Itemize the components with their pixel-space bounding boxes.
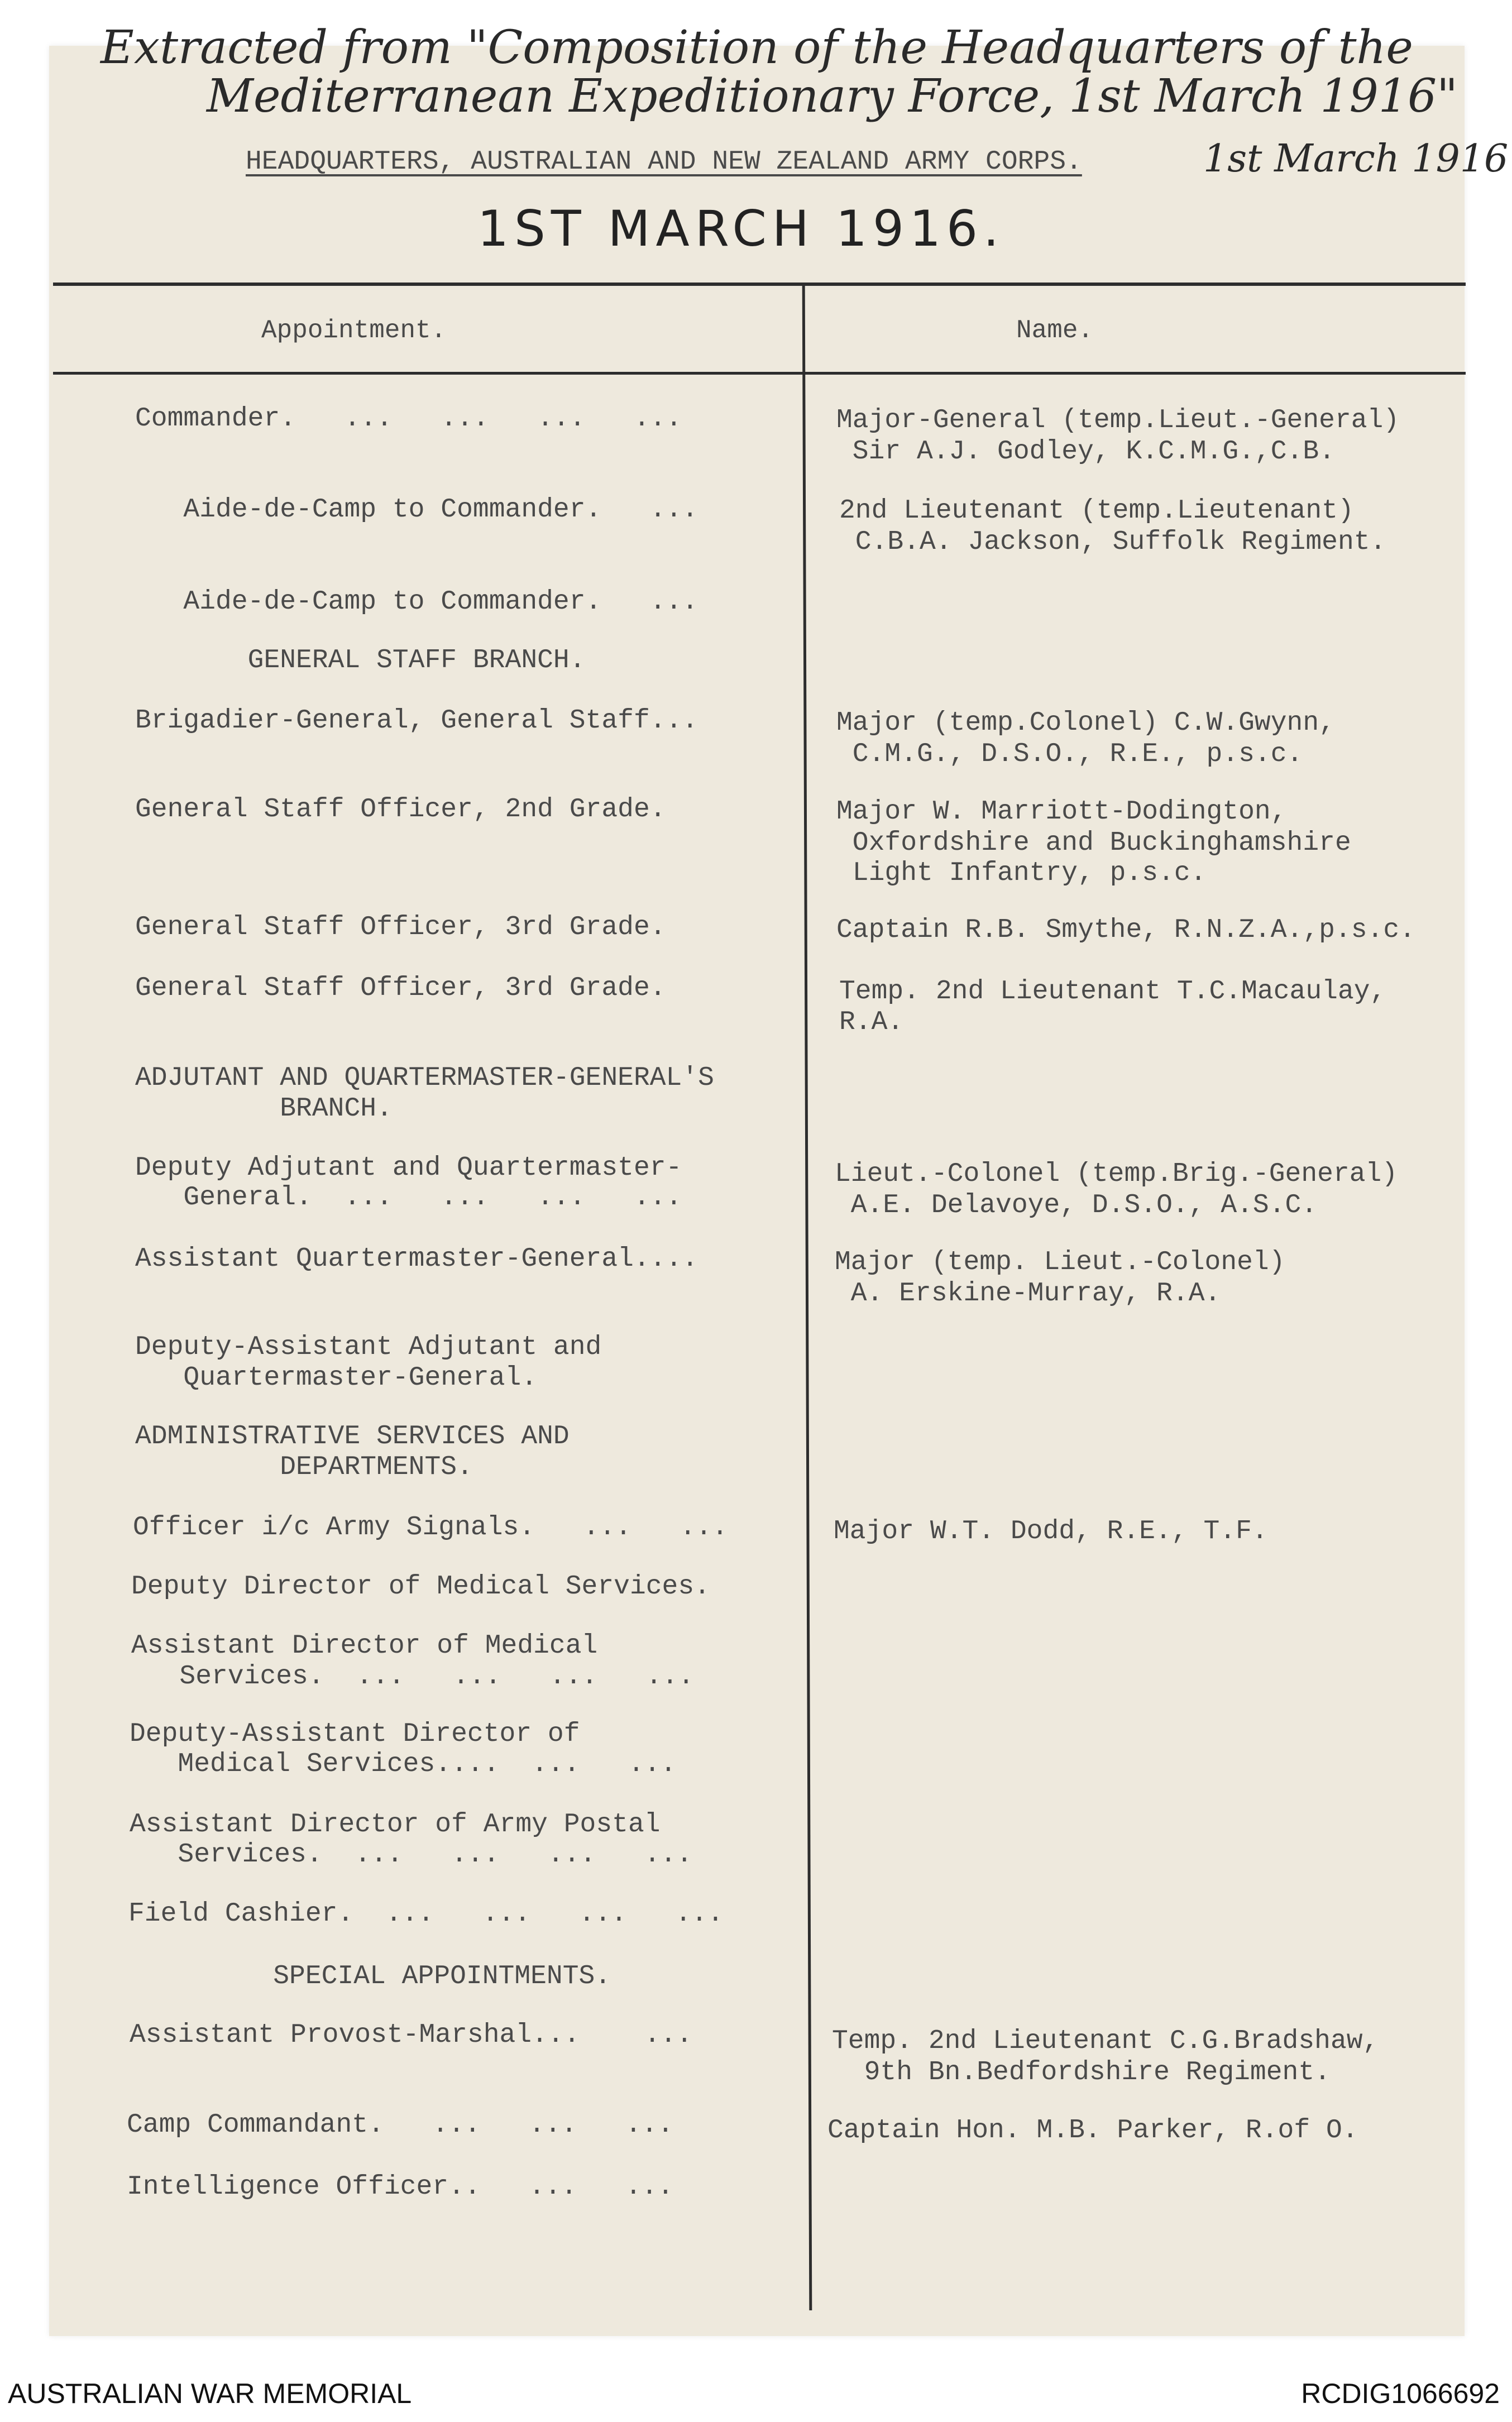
appointment-provost-marshal: Assistant Provost-Marshal... ... bbox=[130, 2020, 693, 2050]
name-gso3-b-line1: Temp. 2nd Lieutenant T.C.Macaulay, bbox=[839, 977, 1386, 1007]
name-daqmg-line2: A.E. Delavoye, D.S.O., A.S.C. bbox=[835, 1190, 1318, 1220]
name-aqmg-line2: A. Erskine-Murray, R.A. bbox=[835, 1279, 1221, 1309]
appointment-intelligence-officer: Intelligence Officer.. ... ... bbox=[127, 2172, 674, 2202]
appointment-postal-line2: Services. ... ... ... ... bbox=[130, 1840, 693, 1870]
appointment-gso3-b: General Staff Officer, 3rd Grade. bbox=[135, 973, 666, 1003]
appointment-deputy-assistant-aqmg-line1: Deputy-Assistant Adjutant and bbox=[135, 1332, 602, 1362]
name-provost-marshal-line1: Temp. 2nd Lieutenant C.G.Bradshaw, bbox=[832, 2026, 1379, 2056]
appointment-postal-line1: Assistant Director of Army Postal bbox=[130, 1810, 661, 1840]
name-gso3-a: Captain R.B. Smythe, R.N.Z.A.,p.s.c. bbox=[836, 915, 1415, 945]
name-aqmg-line1: Major (temp. Lieut.-Colonel) bbox=[835, 1247, 1285, 1277]
top-rule bbox=[53, 283, 1466, 286]
appointment-dadms-line2: Medical Services.... ... ... bbox=[130, 1749, 677, 1779]
appointment-daqmg-line2: General. ... ... ... ... bbox=[135, 1183, 682, 1213]
header-rule bbox=[53, 372, 1466, 375]
name-gso2-line2: Oxfordshire and Buckinghamshire bbox=[836, 828, 1351, 858]
name-gso2-line1: Major W. Marriott-Dodington, bbox=[836, 797, 1287, 827]
column-header-name: Name. bbox=[1016, 316, 1094, 345]
section-adjutant-qmg-line1: ADJUTANT AND QUARTERMASTER-GENERAL'S bbox=[135, 1063, 714, 1093]
name-camp-commandant: Captain Hon. M.B. Parker, R.of O. bbox=[827, 2115, 1358, 2146]
appointment-adms-line1: Assistant Director of Medical bbox=[131, 1631, 598, 1661]
section-administrative-services-line2: DEPARTMENTS. bbox=[135, 1452, 473, 1482]
name-army-signals: Major W.T. Dodd, R.E., T.F. bbox=[834, 1516, 1268, 1547]
appointment-deputy-assistant-aqmg-line2: Quartermaster-General. bbox=[135, 1363, 538, 1393]
section-general-staff-branch: GENERAL STAFF BRANCH. bbox=[135, 645, 586, 676]
appointment-aqmg: Assistant Quartermaster-General.... bbox=[135, 1244, 698, 1274]
name-provost-marshal-line2: 9th Bn.Bedfordshire Regiment. bbox=[832, 2057, 1331, 2088]
name-commander-line1: Major-General (temp.Lieut.-General) bbox=[836, 405, 1400, 435]
appointment-adms-line2: Services. ... ... ... ... bbox=[131, 1662, 695, 1692]
appointment-field-cashier: Field Cashier. ... ... ... ... bbox=[128, 1899, 724, 1929]
appointment-camp-commandant: Camp Commandant. ... ... ... bbox=[127, 2110, 674, 2140]
handwritten-note-line-1: Extracted from "Composition of the Headquarters of the bbox=[101, 21, 1413, 74]
column-header-appointment: Appointment. bbox=[261, 316, 447, 345]
footer-record-id: RCDIG1066692 bbox=[1301, 2378, 1500, 2409]
name-adc-1-line1: 2nd Lieutenant (temp.Lieutenant) bbox=[839, 496, 1354, 526]
appointment-adc-2: Aide-de-Camp to Commander. ... bbox=[135, 587, 698, 617]
appointment-daqmg-line1: Deputy Adjutant and Quartermaster- bbox=[135, 1153, 682, 1183]
appointment-adc-1: Aide-de-Camp to Commander. ... bbox=[135, 495, 698, 525]
name-gso2-line3: Light Infantry, p.s.c. bbox=[836, 858, 1207, 888]
document-title: HEADQUARTERS, AUSTRALIAN AND NEW ZEALAND ARMY CORPS. bbox=[246, 147, 1082, 177]
name-brigadier-general-line2: C.M.G., D.S.O., R.E., p.s.c. bbox=[836, 739, 1303, 769]
footer-institution: AUSTRALIAN WAR MEMORIAL bbox=[8, 2378, 412, 2409]
appointment-gso2: General Staff Officer, 2nd Grade. bbox=[135, 794, 666, 825]
handwritten-date-large: 1ST MARCH 1916. bbox=[477, 200, 1004, 257]
name-daqmg-line1: Lieut.-Colonel (temp.Brig.-General) bbox=[835, 1159, 1398, 1189]
section-administrative-services-line1: ADMINISTRATIVE SERVICES AND bbox=[135, 1421, 570, 1452]
appointment-commander: Commander. ... ... ... ... bbox=[135, 404, 682, 434]
appointment-gso3-a: General Staff Officer, 3rd Grade. bbox=[135, 912, 666, 942]
handwritten-note-line-2: Mediterranean Expeditionary Force, 1st March 1916" bbox=[207, 70, 1458, 123]
name-brigadier-general-line1: Major (temp.Colonel) C.W.Gwynn, bbox=[836, 708, 1335, 738]
appointment-brigadier-general: Brigadier-General, General Staff... bbox=[135, 706, 698, 736]
appointment-ddms: Deputy Director of Medical Services. bbox=[131, 1572, 710, 1602]
section-adjutant-qmg-line2: BRANCH. bbox=[135, 1094, 393, 1124]
name-gso3-b-line2: R.A. bbox=[839, 1007, 904, 1037]
appointment-army-signals: Officer i/c Army Signals. ... ... bbox=[133, 1512, 728, 1543]
handwritten-date-note: 1st March 1916 bbox=[1203, 137, 1509, 181]
name-adc-1-line2: C.B.A. Jackson, Suffolk Regiment. bbox=[839, 527, 1386, 557]
section-special-appointments: SPECIAL APPOINTMENTS. bbox=[128, 1961, 611, 1992]
name-commander-line2: Sir A.J. Godley, K.C.M.G.,C.B. bbox=[836, 437, 1335, 467]
appointment-dadms-line1: Deputy-Assistant Director of bbox=[130, 1719, 580, 1749]
